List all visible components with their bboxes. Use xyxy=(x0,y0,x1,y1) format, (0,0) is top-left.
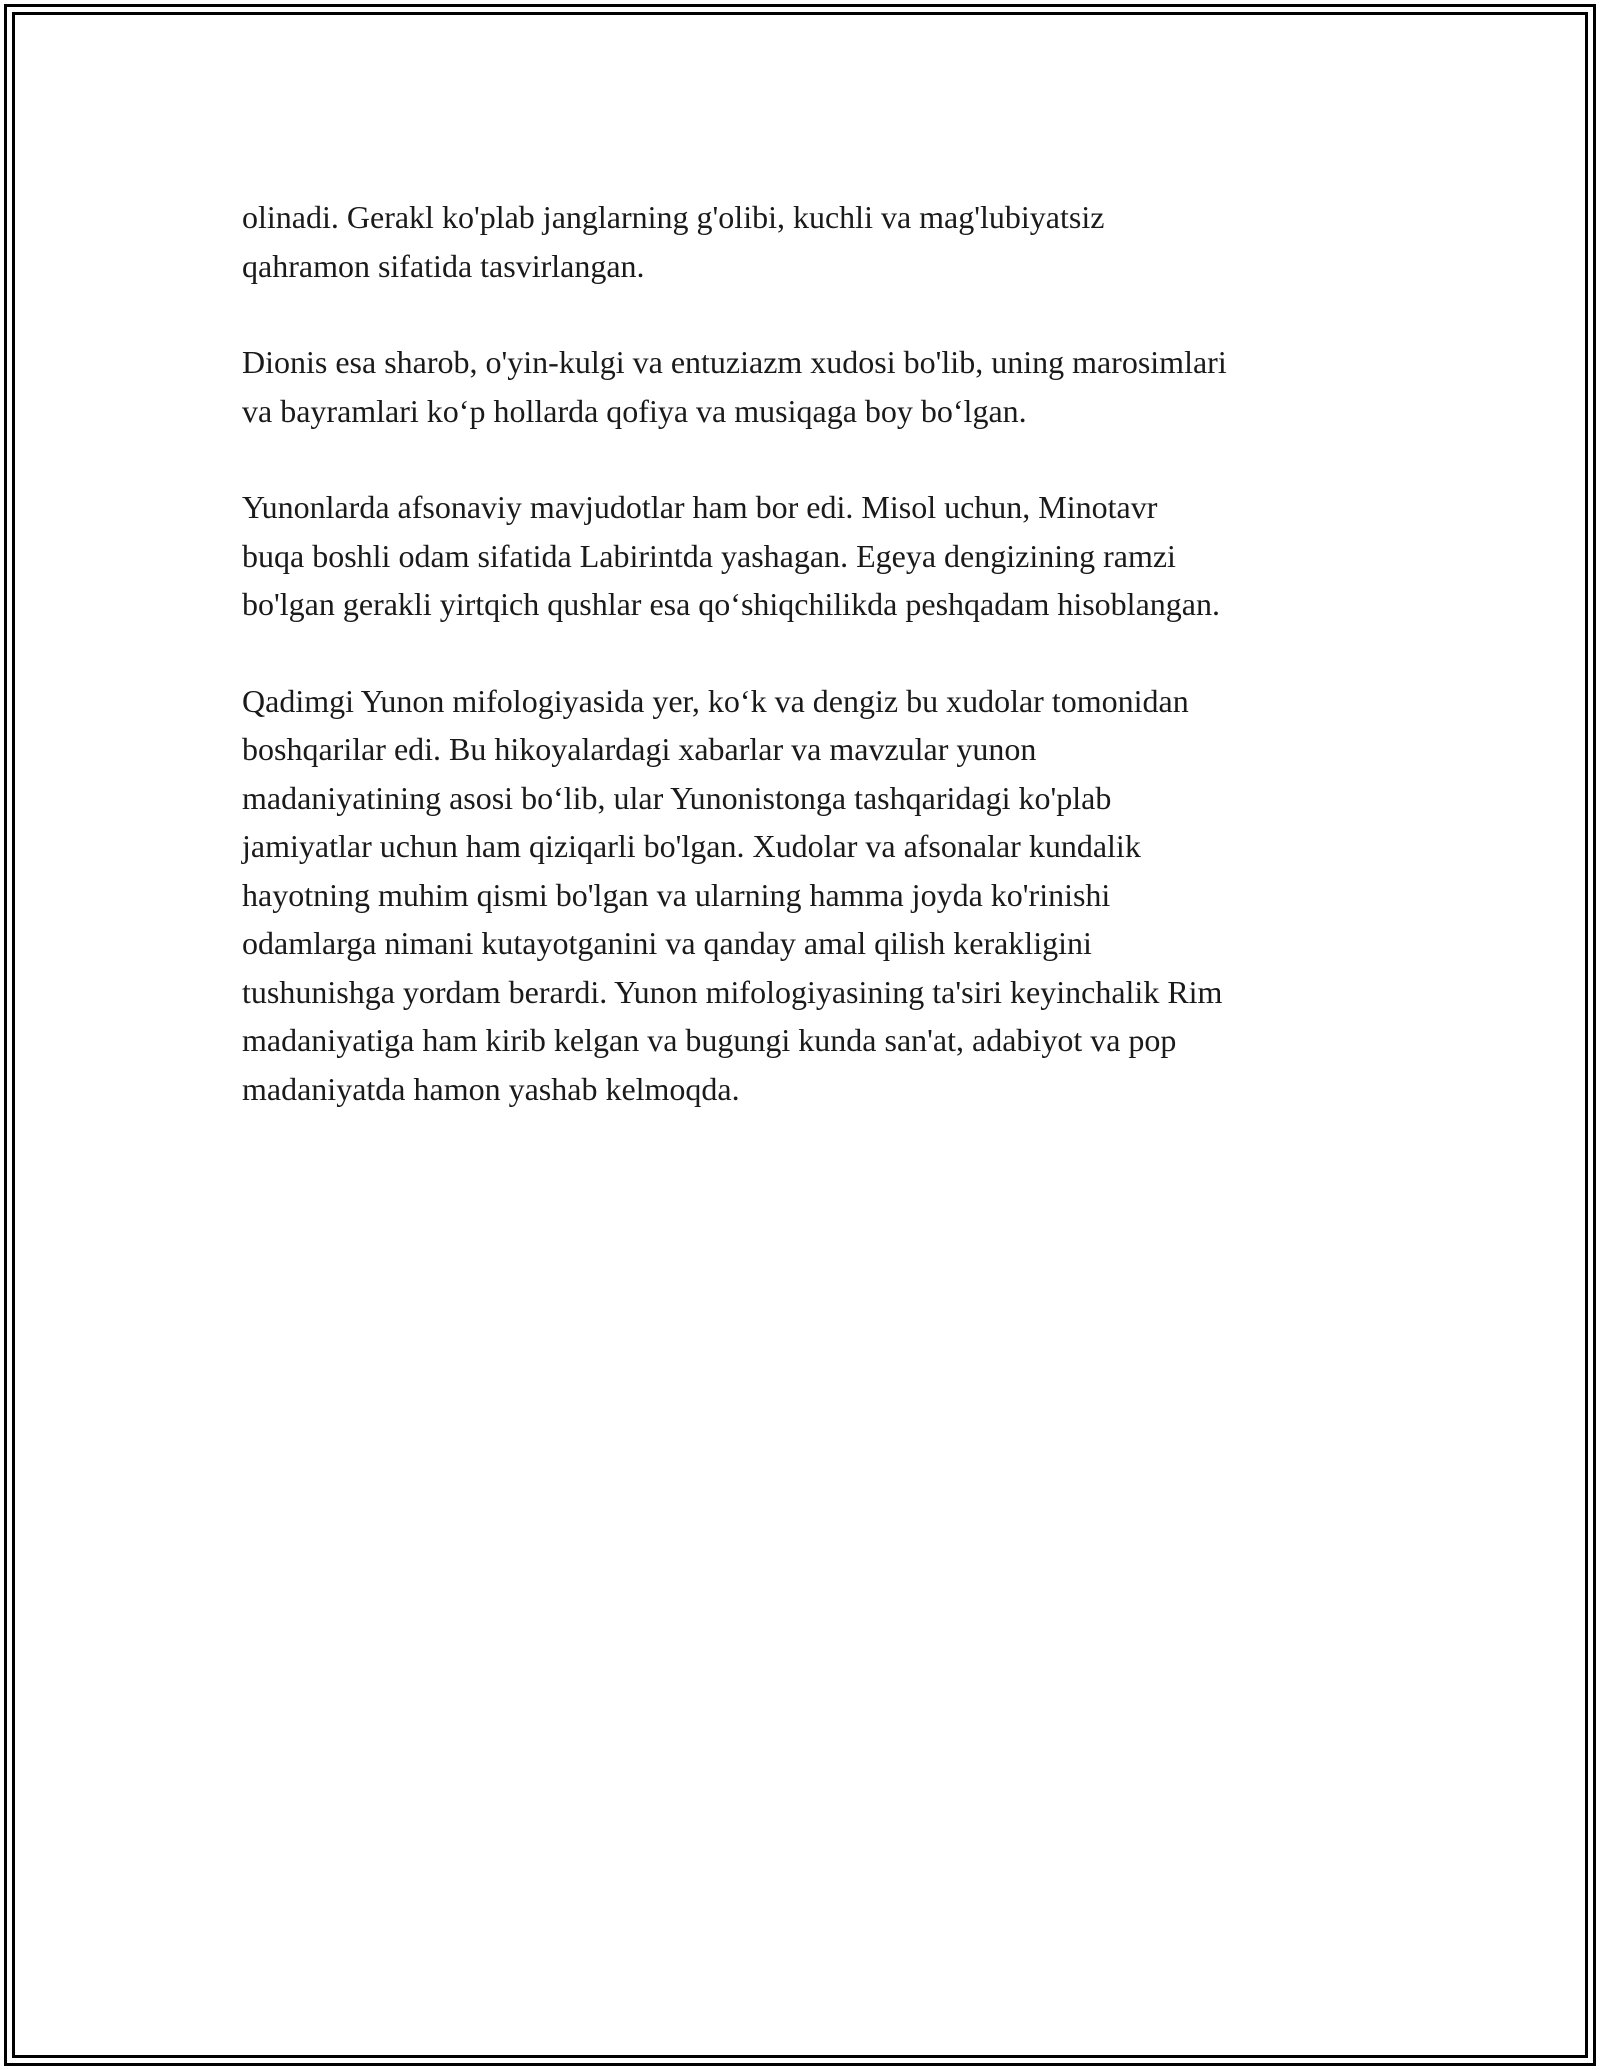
paragraph-mythical-creatures: Yunonlarda afsonaviy mavjudotlar ham bor edi. Misol uchun, Minotavr buqa boshli odam sifatida Labirintda yashagan. Egeya dengizining ramzi bo'lgan gerakli yirtqich qushlar esa qo‘shiqchilikda peshqadam hisoblangan. xyxy=(242,489,1220,622)
paragraph-dionis: Dionis esa sharob, o'yin-kulgi va entuziazm xudosi bo'lib, uning marosimlari va bayramlari ko‘p hollarda qofiya va musiqaga boy bo‘lgan. xyxy=(242,344,1227,429)
paragraph-gerakl: olinadi. Gerakl ko'plab janglarning g'olibi, kuchli va mag'lubiyatsiz qahramon sifatida tasvirlangan. xyxy=(242,199,1105,284)
page-border xyxy=(4,4,1596,2066)
document-body xyxy=(242,193,1382,1161)
paragraph-greek-mythology: Qadimgi Yunon mifologiyasida yer, ko‘k va dengiz bu xudolar tomonidan boshqarilar edi. Bu hikoyalardagi xabarlar va mavzular yunon madaniyatining asosi bo‘lib, ular Yunonistonga tashqaridagi ko'plab jamiyatlar uchun ham qiziqarli bo'lgan. Xudolar va afsonalar kundalik hayotning muhim qismi bo'lgan va ularning hamma joyda ko'rinishi odamlarga nimani kutayotganini va qanday amal qilish kerakligini tushunishga yordam berardi. Yunon mifologiyasining ta'siri keyinchalik Rim madaniyatiga ham kirib kelgan va bugungi kunda san'at, adabiyot va pop madaniyatda hamon yashab kelmoqda. xyxy=(242,682,1223,1107)
